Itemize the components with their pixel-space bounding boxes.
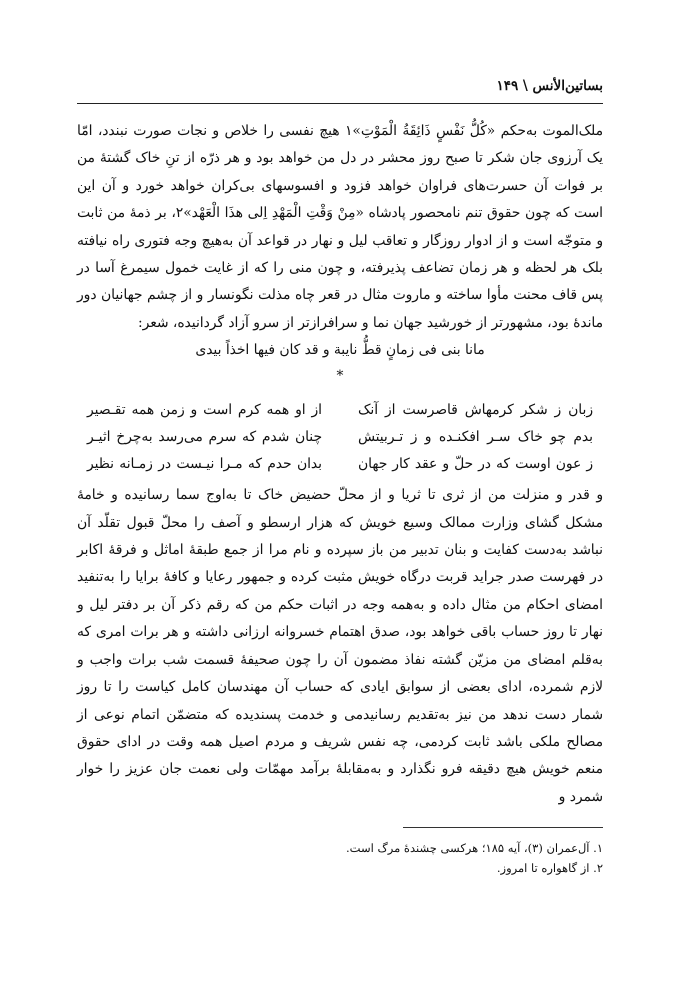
poem-couplet [77, 424, 603, 451]
footnote: ۱. آل‌عمران (۳)، آیه ۱۸۵؛ هرکسی چشندهٔ مرگ است. [346, 841, 603, 855]
header-rule [77, 103, 603, 104]
poem-couplet [77, 397, 603, 424]
poem-hemistich: بدم چو خاک سـر افکنـده و ز تـربیتش [358, 429, 593, 446]
paragraph-2: و قدر و منزلت من از ثری تا ثریا و از محلّ حضیض خاک تا به‌اوج سما رسانیده و خامهٔ مشکل گشای وزارت ممالک وسیع خویش که هزار ارسطو و آصف را محلّ قبول تقلّد آن نباشد به‌دست کفایت و بنان تدبیر من باز سپرده و نام مرا از جمع طبقهٔ اماثل و فرقهٔ اکابر در فهرست صدر جراید قربت درگاه خویش مثبت کرده و جمهور رعایا و کافهٔ برایا را به‌تنفید امضای احکام من مثال داده و به‌همه وجه در اثبات حکم من که رقم ذکر آن بر دفتر لیل و نهار تا روز حساب باقی خواهد بود، صدق اهتمام خسروانه ارزانی داشته و هر برات امری که به‌قلم امضای من مزیّن گشته نفاذ مضمون آن را چون صحیفهٔ قسمت شب برات واجب و لازم شمرده، ادای بعضی از سوابق ایادی که حساب آن مهندسان کامل کیاست را تا روز شمار دست ندهد من نیز به‌تقدیم رسانیدمی و خدمت پسندیده که متضمّن اتمام نوعی از مصالح ملکی باشد ثابت کردمی، چه نفس شریف و مردم اصیل همه وقت در ادای حقوق منعم خویش هیچ دقیقه فرو نگذارد و به‌مقابلهٔ برآمد مهمّات ولی نعمت جان عزیز را خوار شمرد و [77, 487, 603, 805]
section-star: * [336, 368, 344, 385]
poem-hemistich: از او همه کرم است و زمن همه تقـصیر [87, 402, 322, 419]
paragraph-1: ملک‌الموت به‌حکم «كُلُّ نَفْسٍ ذَائِقَةُ الْمَوْتِ»۱ هیچ نفسی را خلاص و نجات صورت نبندد، امّا یک آرزوی جان شکر تا صبح روز محشر در دل من خواهد بود و هر ذرّه از تنِ خاک گشتهٔ من بر فوات آن حسرت‌های فراوان خواهد فزود و افسوسهای بی‌کران خواهد خورد و آن این است که چون حقوق تنم نامحصور پادشاه «مِنْ وَقْتِ الْمَهْدِ اِلى هذَا الْعَهْد»۲، بر ذمهٔ من ثابت و متوجّه است و از ادوار روزگار و تعاقب لیل و نهار در قواعد آن به‌هیچ وجه فتوری راه نیافته بلک هر لحظه و هر زمان تضاعف پذیرفته، و چون منی را که از غایت خمول سیمرغ آسا در پس قاف محنت مأوا ساخته و ماروت مثال در قعر چاه مذلت نگونسار و از چشم جهانیان دور ماندهٔ بود، مشهورتر از خورشید جهان نما و سرافرازتر از سرو آزاد گردانیده، شعر: [77, 123, 603, 331]
poem-couplet [77, 451, 603, 478]
running-title: بساتین‌الأنس \ ۱۴۹ [496, 78, 603, 94]
page-header [77, 76, 603, 102]
footnote-rule [403, 827, 603, 828]
poem-hemistich: چنان شدم که سرم می‌رسد به‌چرخ اثیـر [87, 429, 322, 446]
poem [77, 397, 603, 478]
poem-hemistich: زبان ز شکر کرمهاش قاصرست از آنک [358, 402, 593, 419]
page-body [77, 118, 603, 811]
footnote: ۲. از گاهواره تا امروز. [496, 861, 603, 875]
poem-hemistich: ز عون اوست که در حلّ و عقد کار جهان [358, 456, 593, 473]
arabic-verse: مانا بنی فی زمانٍ قطُّ نایبة و قد کان فیها اخذاً بیدی [195, 342, 485, 359]
footnotes [77, 838, 603, 878]
poem-hemistich: بدان حدم که مـرا نیـست در زمـانه نظیر [87, 456, 322, 473]
